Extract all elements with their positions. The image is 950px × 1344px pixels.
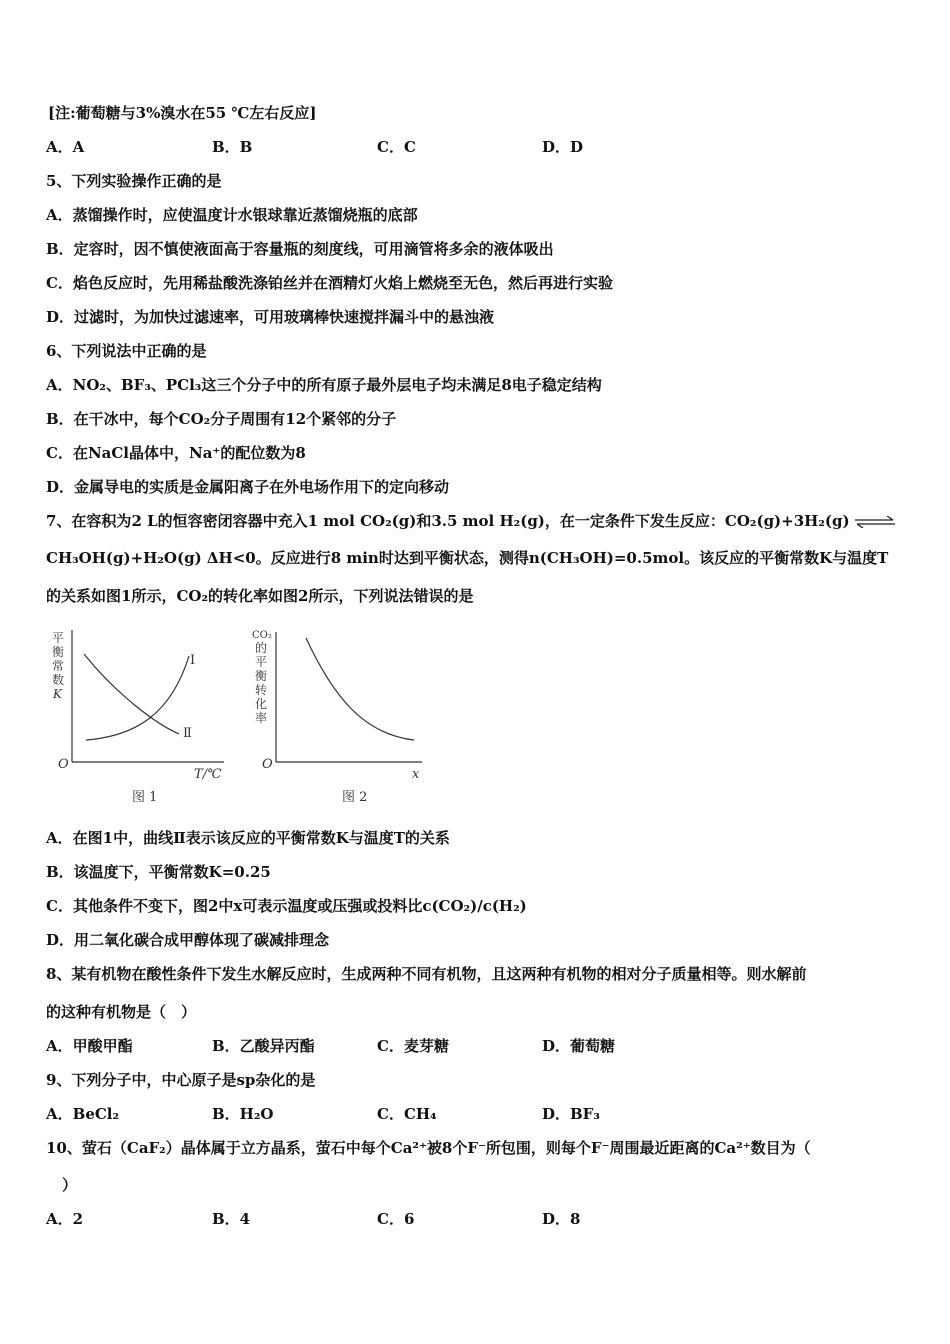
q7-option-c[interactable]: C．其他条件不变下，图2中x可表示温度或压强或投料比c(CO₂)/c(H₂) (46, 897, 527, 915)
q8-option-b[interactable]: B．乙酸异丙酯 (212, 1037, 315, 1055)
q10-stem-line-2: ） (62, 1176, 78, 1194)
q10-option-c[interactable]: C．6 (377, 1210, 415, 1228)
fig2-ylabel-char: 衡 (255, 669, 268, 683)
q7-stem-line-3: 的关系如图1所示，CO₂的转化率如图2所示，下列说法错误的是 (46, 587, 474, 605)
q4-option-a[interactable]: A．A (46, 138, 85, 156)
q5-option-a[interactable]: A．蒸馏操作时，应使温度计水银球靠近蒸馏烧瓶的底部 (46, 206, 418, 224)
fig1-curve-i (86, 656, 189, 740)
q6-stem: 6、下列说法中正确的是 (46, 342, 207, 360)
q10-option-a[interactable]: A．2 (46, 1210, 84, 1228)
q9-option-a[interactable]: A．BeCl₂ (46, 1105, 120, 1123)
q4-option-b[interactable]: B．B (212, 138, 253, 156)
fig1-xlabel: T/℃ (194, 767, 222, 782)
fig2-xlabel: x (412, 767, 420, 782)
fig2-ylabel-char: 率 (255, 711, 268, 725)
q8-option-a[interactable]: A．甲酸甲酯 (46, 1037, 133, 1055)
note-line: [注:葡萄糖与3%溴水在55 ℃左右反应] (48, 104, 317, 122)
fig2-ylabel-char: 的 (255, 641, 268, 655)
q6-option-a[interactable]: A．NO₂、BF₃、PCl₃这三个分子中的所有原子最外层电子均未满足8电子稳定结构 (46, 376, 602, 394)
fig2-curve (306, 638, 414, 740)
fig1-ylabel-char: 常 (52, 659, 65, 673)
fig1-caption: 图 1 (132, 790, 158, 805)
figure-2 (252, 624, 427, 813)
q8-option-c[interactable]: C．麦芽糖 (377, 1037, 449, 1055)
q6-option-b[interactable]: B．在干冰中，每个CO₂分子周围有12个紧邻的分子 (46, 410, 397, 428)
q7-option-d[interactable]: D．用二氧化碳合成甲醇体现了碳减排理念 (46, 931, 330, 949)
q4-option-d[interactable]: D．D (542, 138, 584, 156)
q8-stem-line-1: 8、某有机物在酸性条件下发生水解反应时，生成两种不同有机物，且这两种有机物的相对分子质量相等。则水解前 (46, 965, 807, 983)
fig1-ylabel-char: 数 (52, 673, 65, 687)
fig2-ylabel-char: 转 (255, 683, 268, 697)
q7-stem-line-2: CH₃OH(g)+H₂O(g) ΔH<0。反应进行8 min时达到平衡状态，测得n(CH₃OH)=0.5mol。该反应的平衡常数K与温度T (46, 549, 889, 567)
q6-option-d[interactable]: D．金属导电的实质是金属阳离子在外电场作用下的定向移动 (46, 478, 450, 496)
q9-options (46, 1104, 906, 1124)
q10-stem-line-1: 10、萤石（CaF₂）晶体属于立方晶系，萤石中每个Ca²⁺被8个F⁻所包围，则每个F⁻周围最近距离的Ca²⁺数目为（ (46, 1139, 811, 1157)
fig2-origin: O (262, 757, 273, 772)
fig1-ylabel-char: 衡 (52, 645, 65, 659)
q9-stem: 9、下列分子中，中心原子是sp杂化的是 (46, 1071, 316, 1089)
q7-option-a[interactable]: A．在图1中，曲线Ⅱ表示该反应的平衡常数K与温度T的关系 (46, 829, 450, 847)
q10-option-b[interactable]: B．4 (212, 1210, 251, 1228)
fig1-curve-ii-label: Ⅱ (183, 726, 192, 741)
q4-options (46, 137, 906, 157)
q5-stem: 5、下列实验操作正确的是 (46, 172, 222, 190)
q7-stem-line-1 (46, 511, 895, 531)
figure-1 (46, 624, 231, 813)
q5-option-d[interactable]: D．过滤时，为加快过滤速率，可用玻璃棒快速搅拌漏斗中的悬浊液 (46, 308, 495, 326)
fig1-origin: O (58, 757, 69, 772)
q9-option-b[interactable]: B．H₂O (212, 1105, 274, 1123)
fig1-ylabel-char: 平 (52, 631, 65, 645)
fig2-caption: 图 2 (342, 790, 368, 805)
fig1-curve-ii (84, 654, 179, 734)
fig2-ylabel-char: 化 (255, 697, 268, 711)
fig1-curve-i-label: Ⅰ (190, 653, 196, 668)
q8-option-d[interactable]: D．葡萄糖 (542, 1037, 616, 1055)
fig2-ylabel-char: 平 (255, 655, 268, 669)
q6-option-c[interactable]: C．在NaCl晶体中，Na⁺的配位数为8 (46, 444, 306, 462)
equilibrium-arrow-icon (855, 512, 895, 530)
fig2-ylabel-char: CO₂ (252, 630, 272, 641)
q10-options (46, 1209, 906, 1229)
q7-option-b[interactable]: B．该温度下，平衡常数K=0.25 (46, 863, 271, 881)
q10-option-d[interactable]: D．8 (542, 1210, 581, 1228)
q7-stem-text: 7、在容积为2 L的恒容密闭容器中充入1 mol CO₂(g)和3.5 mol H₂(g)，在一定条件下发生反应：CO₂(g)+3H₂(g) (46, 512, 850, 530)
q5-option-c[interactable]: C．焰色反应时，先用稀盐酸洗涤铂丝并在酒精灯火焰上燃烧至无色，然后再进行实验 (46, 274, 613, 292)
q8-options (46, 1036, 906, 1056)
q4-option-c[interactable]: C．C (377, 138, 416, 156)
q9-option-d[interactable]: D．BF₃ (542, 1105, 600, 1123)
q9-option-c[interactable]: C．CH₄ (377, 1105, 437, 1123)
q8-stem-line-2: 的这种有机物是（ ） (46, 1003, 197, 1021)
q5-option-b[interactable]: B．定容时，因不慎使液面高于容量瓶的刻度线，可用滴管将多余的液体吸出 (46, 240, 554, 258)
fig1-ylabel-char: K (53, 687, 62, 701)
